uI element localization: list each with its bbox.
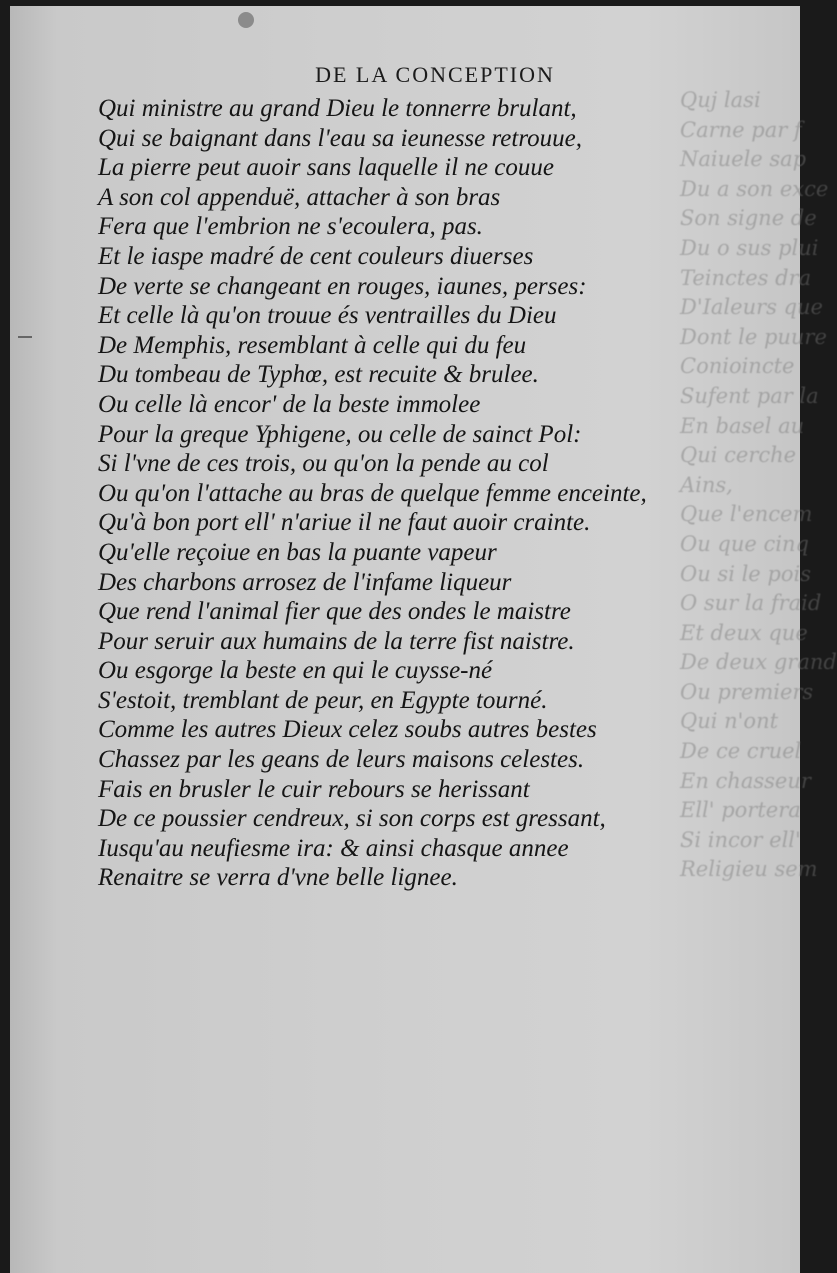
- margin-mark: [18, 336, 32, 338]
- poem-line: A son col appenduë, attacher à son bras: [98, 183, 501, 211]
- poem-line: La pierre peut auoir sans laquelle il ne couue: [98, 154, 554, 182]
- book-page: [10, 6, 837, 1273]
- poem-line: Qui se baignant dans l'eau sa ieunesse retrouue,: [98, 124, 582, 152]
- poem-line: De Memphis, resemblant à celle qui du feu: [98, 331, 527, 359]
- poem-line: Du tombeau de Typhœ, est recuite & brulee.: [98, 361, 539, 389]
- poem-line: Ou esgorge la beste en qui le cuysse-né: [98, 657, 493, 685]
- poem-line: Si l'vne de ces trois, ou qu'on la pende au col: [98, 450, 549, 478]
- poem-line: De verte se changeant en rouges, iaunes, perses:: [98, 272, 587, 300]
- poem-line: Iusqu'au neufiesme ira: & ainsi chasque annee: [98, 834, 569, 862]
- poem-line: Ou celle là encor' de la beste immolee: [98, 390, 481, 418]
- poem-line: Et celle là qu'on trouue és ventrailles du Dieu: [98, 302, 557, 330]
- poem-line: S'estoit, tremblant de peur, en Egypte tourné.: [98, 686, 548, 714]
- poem-line: Qu'elle reçoiue en bas la puante vapeur: [98, 538, 497, 566]
- poem-line: Comme les autres Dieux celez soubs autres bestes: [98, 716, 597, 744]
- poem-line: De ce poussier cendreux, si son corps est gressant,: [98, 805, 606, 833]
- poem-line: Et le iaspe madré de cent couleurs diuerses: [98, 242, 534, 270]
- poem-line: Des charbons arrosez de l'infame liqueur: [98, 568, 512, 596]
- poem-line: Que rend l'animal fier que des ondes le maistre: [98, 598, 571, 626]
- poem-line: Pour la greque Yphigene, ou celle de sainct Pol:: [98, 420, 582, 448]
- poem-line: Chassez par les geans de leurs maisons celestes.: [98, 746, 585, 774]
- poem-text: [98, 94, 698, 893]
- poem-line: Fera que l'embrion ne s'ecoulera, pas.: [98, 213, 483, 241]
- poem-line: Fais en brusler le cuir rebours se herissant: [98, 775, 530, 803]
- poem-line: Pour seruir aux humains de la terre fist naistre.: [98, 627, 575, 655]
- poem-line: Renaitre se verra d'vne belle lignee.: [98, 864, 458, 892]
- poem-line: Qui ministre au grand Dieu le tonnerre brulant,: [98, 95, 577, 122]
- page-ornament: [238, 12, 254, 28]
- poem-line: Ou qu'on l'attache au bras de quelque femme enceinte,: [98, 479, 647, 507]
- poem-line: Qu'à bon port ell' n'ariue il ne faut auoir crainte.: [98, 509, 591, 537]
- running-title: DE LA CONCEPTION: [315, 62, 555, 87]
- show-through-text: Quj lasi Carne par f Naiuele sap Du a son exce Son signe de Du o sus plui Teinctes dra D'Ialeurs que Dont le puure Conioincte Sufent par la En basel au Qui cerche Ains, Que l'encem Ou que cinq Ou si le pois O sur la fraid Et deux que De deux grand Ou premiers Qui n'ont De ce cruel En chasseur Ell' portera Si incor ell' Religieu sem: [680, 88, 837, 882]
